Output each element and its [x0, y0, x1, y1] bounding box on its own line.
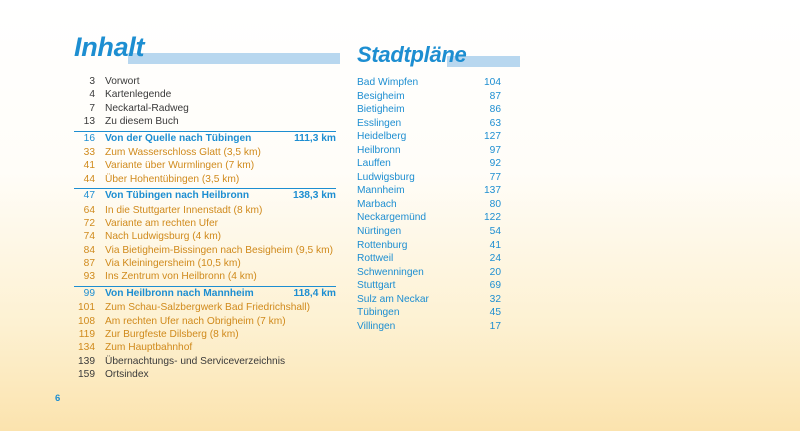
city-map-row[interactable]: [357, 279, 501, 293]
city-map-row[interactable]: [357, 306, 501, 320]
city-name: Esslingen: [357, 117, 402, 129]
city-name: Stuttgart: [357, 280, 396, 292]
city-name: Bad Wimpfen: [357, 77, 419, 88]
city-map-row[interactable]: [357, 252, 501, 266]
city-map-page: 137: [484, 185, 501, 197]
toc-page-number: 7: [89, 102, 95, 114]
toc-row[interactable]: [74, 75, 336, 88]
city-name: Sulz am Neckar: [357, 293, 429, 305]
toc-row[interactable]: [74, 244, 336, 257]
toc-page-number: 33: [83, 146, 95, 158]
toc-section-row[interactable]: [74, 286, 336, 300]
toc-entry-title: Nach Ludwigsburg (4 km): [105, 231, 222, 243]
toc-page-number: 41: [83, 160, 95, 172]
toc-entry-title: Kartenlegende: [105, 89, 172, 101]
city-name: Besigheim: [357, 90, 405, 102]
city-map-page: 69: [489, 280, 501, 292]
toc-row[interactable]: [74, 328, 336, 341]
toc-entry-title: Von Heilbronn nach Mannheim: [105, 287, 254, 299]
toc-entry-title: Neckartal-Radweg: [105, 102, 189, 114]
toc-row[interactable]: [74, 257, 336, 270]
toc-entry-title: Zu diesem Buch: [105, 116, 179, 128]
toc-row[interactable]: [74, 341, 336, 354]
toc-row[interactable]: [74, 88, 336, 101]
contents-title: Inhalt: [74, 32, 145, 62]
city-name: Lauffen: [357, 158, 391, 170]
city-map-row[interactable]: [357, 144, 501, 158]
toc-page-number: 44: [83, 173, 95, 185]
city-map-row[interactable]: [357, 90, 501, 104]
toc-row[interactable]: [74, 146, 336, 159]
toc-page-number: 74: [83, 231, 95, 243]
toc-row[interactable]: [74, 270, 336, 283]
table-of-contents: [74, 75, 336, 382]
city-map-page: 127: [484, 131, 501, 143]
city-map-page: 54: [489, 226, 501, 238]
toc-row[interactable]: [74, 204, 336, 217]
toc-page-number: 64: [83, 204, 95, 216]
toc-row[interactable]: [74, 115, 336, 128]
city-map-row[interactable]: [357, 198, 501, 212]
toc-row[interactable]: [74, 230, 336, 243]
city-maps-index: [357, 76, 501, 333]
toc-page-number: 99: [83, 287, 95, 299]
toc-row[interactable]: [74, 102, 336, 115]
city-name: Neckargemünd: [357, 212, 427, 224]
city-map-row[interactable]: [357, 266, 501, 280]
city-map-row[interactable]: [357, 225, 501, 239]
toc-page-number: 134: [78, 342, 95, 354]
city-name: Rottweil: [357, 253, 394, 265]
toc-entry-title: Ins Zentrum von Heilbronn (4 km): [105, 271, 257, 283]
toc-section-row[interactable]: [74, 188, 336, 202]
toc-entry-title: Zum Schau-Salzbergwerk Bad Friedrichshall): [105, 302, 310, 314]
toc-distance: 118,4 km: [293, 287, 336, 299]
city-map-page: 87: [489, 90, 501, 102]
toc-page-number: 3: [89, 76, 95, 87]
toc-entry-title: Ortsindex: [105, 369, 149, 381]
toc-entry-title: Über Hohentübingen (3,5 km): [105, 173, 240, 185]
toc-entry-title: Via Kleiningersheim (10,5 km): [105, 258, 241, 270]
toc-row[interactable]: [74, 217, 336, 230]
city-map-row[interactable]: [357, 103, 501, 117]
city-name: Nürtingen: [357, 226, 402, 238]
city-name: Heidelberg: [357, 131, 407, 143]
toc-page-number: 119: [78, 329, 95, 341]
toc-page-number: 108: [78, 315, 95, 327]
toc-row[interactable]: [74, 315, 336, 328]
city-name: Villingen: [357, 320, 396, 332]
toc-entry-title: Vorwort: [105, 76, 140, 87]
city-maps-title: Stadtpläne: [357, 42, 467, 67]
toc-section-row[interactable]: [74, 131, 336, 145]
city-map-row[interactable]: [357, 130, 501, 144]
toc-entry-title: Via Bietigheim-Bissingen nach Besigheim (9,5 km): [105, 244, 334, 256]
toc-entry-title: In die Stuttgarter Innenstadt (8 km): [105, 204, 263, 216]
toc-entry-title: Von Tübingen nach Heilbronn: [105, 190, 250, 202]
toc-entry-title: Übernachtungs- und Serviceverzeichnis: [105, 355, 286, 367]
city-name: Mannheim: [357, 185, 405, 197]
city-map-page: 20: [489, 266, 501, 278]
city-map-page: 41: [489, 239, 501, 251]
city-map-page: 17: [489, 320, 501, 332]
toc-entry-title: Zum Wasserschloss Glatt (3,5 km): [105, 146, 261, 158]
toc-entry-title: Variante am rechten Ufer: [105, 217, 219, 229]
city-map-page: 86: [489, 104, 501, 116]
toc-page-number: 93: [83, 271, 95, 283]
city-map-page: 63: [489, 117, 501, 129]
city-name: Tübingen: [357, 307, 400, 319]
city-map-row[interactable]: [357, 171, 501, 185]
toc-distance: 111,3 km: [294, 132, 336, 144]
city-map-row[interactable]: [357, 184, 501, 198]
city-name: Ludwigsburg: [357, 171, 415, 183]
city-map-row[interactable]: [357, 76, 501, 90]
city-map-page: 32: [489, 293, 501, 305]
toc-page-number: 4: [89, 89, 95, 101]
city-name: Rottenburg: [357, 239, 408, 251]
toc-entry-title: Von der Quelle nach Tübingen: [105, 132, 252, 144]
toc-entry-title: Zur Burgfeste Dilsberg (8 km): [105, 329, 239, 341]
city-map-row[interactable]: [357, 320, 501, 334]
toc-row[interactable]: [74, 159, 336, 172]
toc-row[interactable]: [74, 368, 336, 381]
toc-row[interactable]: [74, 355, 336, 368]
city-map-row[interactable]: [357, 211, 501, 225]
toc-page-number: 47: [83, 190, 95, 202]
city-map-page: 77: [489, 171, 501, 183]
city-name: Schwenningen: [357, 266, 424, 278]
toc-page-number: 16: [83, 132, 95, 144]
city-name: Marbach: [357, 198, 397, 210]
city-map-page: 45: [489, 307, 501, 319]
toc-page-number: 87: [83, 258, 95, 270]
city-map-page: 122: [484, 212, 501, 224]
toc-entry-title: Variante über Wurmlingen (7 km): [105, 160, 255, 172]
city-map-page: 92: [489, 158, 501, 170]
toc-row[interactable]: [74, 301, 336, 314]
toc-page-number: 159: [78, 369, 95, 381]
city-map-page: 24: [489, 253, 501, 265]
toc-entry-title: Am rechten Ufer nach Obrigheim (7 km): [105, 315, 286, 327]
page-number: 6: [55, 393, 61, 404]
city-map-row[interactable]: [357, 293, 501, 307]
city-map-page: 104: [484, 77, 501, 88]
toc-page-number: 84: [83, 244, 95, 256]
toc-distance: 138,3 km: [292, 190, 336, 202]
city-map-row[interactable]: [357, 239, 501, 253]
toc-page-number: 72: [83, 217, 95, 229]
contents-title-underline: [128, 53, 340, 64]
city-map-row[interactable]: [357, 117, 501, 131]
city-name: Bietigheim: [357, 104, 405, 116]
city-map-page: 80: [489, 198, 501, 210]
toc-row[interactable]: [74, 173, 336, 186]
toc-page-number: 101: [78, 302, 95, 314]
city-map-page: 97: [489, 144, 501, 156]
city-name: Heilbronn: [357, 144, 401, 156]
toc-page-number: 139: [78, 355, 95, 367]
city-map-row[interactable]: [357, 157, 501, 171]
toc-entry-title: Zum Hauptbahnhof: [105, 342, 193, 354]
toc-page-number: 13: [83, 116, 95, 128]
